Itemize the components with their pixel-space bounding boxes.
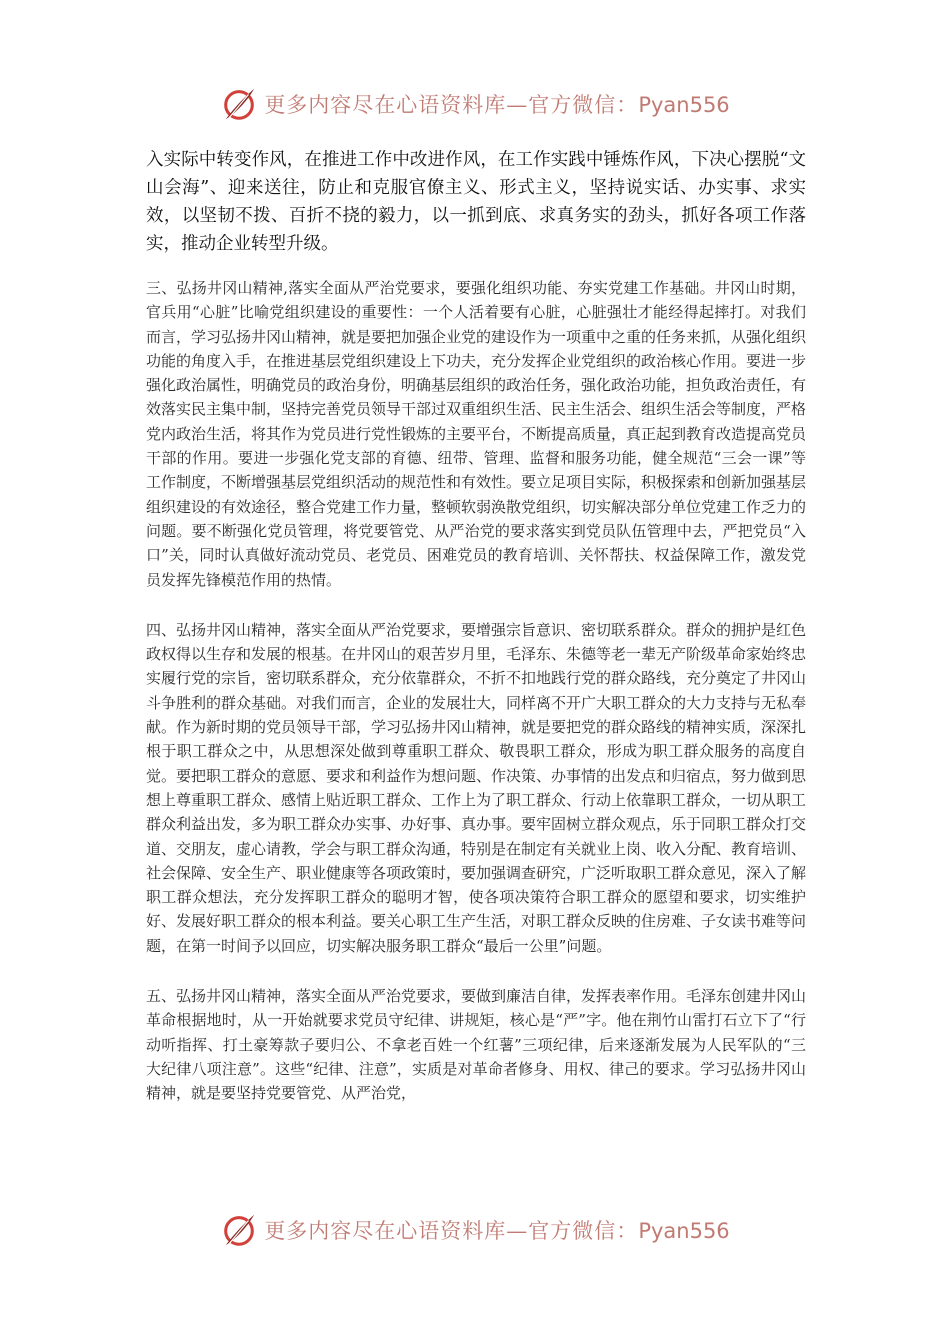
- footer-watermark-banner: [0, 1208, 950, 1252]
- header-watermark-banner: [0, 82, 950, 126]
- document-body: [146, 146, 806, 1132]
- banner-text: [264, 89, 729, 119]
- quill-pen-logo-icon: [220, 1211, 258, 1249]
- banner-text: [264, 1215, 729, 1245]
- paragraph-section-3: 三、弘扬井冈山精神,落实全面从严治党要求，要强化组织功能、夯实党建工作基础。井冈山时期，官兵用“心脏”比喻党组织建设的重要性：一个人活着要有心脏，心脏强壮才能经得起摔打。对我们而言，学习弘扬井冈山精神，就是要把加强企业党的建设作为一项重中之重的任务来抓，从强化组织功能的角度入手，在推进基层党组织建设上下功夫，充分发挥企业党组织的政治核心作用。要进一步强化政治属性，明确党员的政治身份，明确基层组织的政治任务，强化政治功能，担负政治责任，有效落实民主集中制，坚持完善党员领导干部过双重组织生活、民主生活会、组织生活会等制度，严格党内政治生活，将其作为党员进行党性锻炼的主要平台，不断提高质量，真正起到教育改造提高党员干部的作用。要进一步强化党支部的育德、纽带、管理、监督和服务功能，健全规范“三会一课”等工作制度，不断增强基层党组织活动的规范性和有效性。要立足项目实际，积极探索和创新加强基层组织建设的有效途径，整合党建工作力量，整顿软弱涣散党组织，切实解决部分单位党建工作乏力的问题。要不断强化党员管理，将党要管党、从严治党的要求落实到党员队伍管理中去，严把党员“入口”关，同时认真做好流动党员、老党员、困难党员的教育培训、关怀帮扶、权益保障工作，激发党员发挥先锋模范作用的热情。: [146, 279, 807, 589]
- banner-text-cn: 更多内容尽在心语资料库—官方微信：: [264, 1219, 639, 1243]
- paragraph-section-5: 五、弘扬井冈山精神，落实全面从严治党要求，要做到廉洁自律，发挥表率作用。毛泽东创建井冈山革命根据地时，从一开始就要求党员守纪律、讲规矩，核心是“严”字。他在荆竹山雷打石立下了“行动听指挥、打土豪筹款子要归公、不拿老百姓一个红薯”三项纪律，后来逐渐发展为人民军队的“三大纪律八项注意”。这些“纪律、注意”，实质是对革命者修身、用权、律己的要求。学习弘扬井冈山精神，就是要坚持党要管党、从严治党，: [146, 987, 807, 1103]
- quill-pen-logo-icon: [220, 85, 258, 123]
- banner-wechat-id: Pyan556: [638, 93, 730, 117]
- banner-wechat-id: Pyan556: [638, 1219, 730, 1243]
- paragraph-section-4: 四、弘扬井冈山精神，落实全面从严治党要求，要增强宗旨意识、密切联系群众。群众的拥护是红色政权得以生存和发展的根基。在井冈山的艰苦岁月里，毛泽东、朱德等老一辈无产阶级革命家始终忠实履行党的宗旨，密切联系群众，充分依靠群众，不折不扣地践行党的群众路线，充分奠定了井冈山斗争胜利的群众基础。对我们而言，企业的发展壮大，同样离不开广大职工群众的大力支持与无私奉献。作为新时期的党员领导干部，学习弘扬井冈山精神，就是要把党的群众路线的精神实质，深深扎根于职工群众之中，从思想深处做到尊重职工群众、敬畏职工群众，形成为职工群众服务的高度自觉。要把职工群众的意愿、要求和利益作为想问题、作决策、办事情的出发点和归宿点，努力做到思想上尊重职工群众、感情上贴近职工群众、工作上为了职工群众、行动上依靠职工群众，一切从职工群众利益出发，多为职工群众办实事、办好事、真办事。要牢固树立群众观点，乐于同职工群众打交道、交朋友，虚心请教，学会与职工群众沟通，特别是在制定有关就业上岗、收入分配、教育培训、社会保障、安全生产、职业健康等各项政策时，要加强调查研究，广泛听取职工群众意见，深入了解职工群众想法，充分发挥职工群众的聪明才智，使各项决策符合职工群众的愿望和要求，切实维护好、发展好职工群众的根本利益。要关心职工生产生活，对职工群众反映的住房难、子女读书难等问题，在第一时间予以回应，切实解决服务职工群众“最后一公里”问题。: [146, 620, 807, 955]
- banner-text-cn: 更多内容尽在心语资料库—官方微信：: [264, 93, 639, 117]
- lead-paragraph: 入实际中转变作风，在推进工作中改进作风，在工作实践中锤炼作风，下决心摆脱“文山会海”、迎来送往，防止和克服官僚主义、形式主义，坚持说实话、办实事、求实效，以坚韧不拨、百折不挠的毅力，以一抓到底、求真务实的劲头，抓好各项工作落实，推动企业转型升级。: [146, 150, 806, 254]
